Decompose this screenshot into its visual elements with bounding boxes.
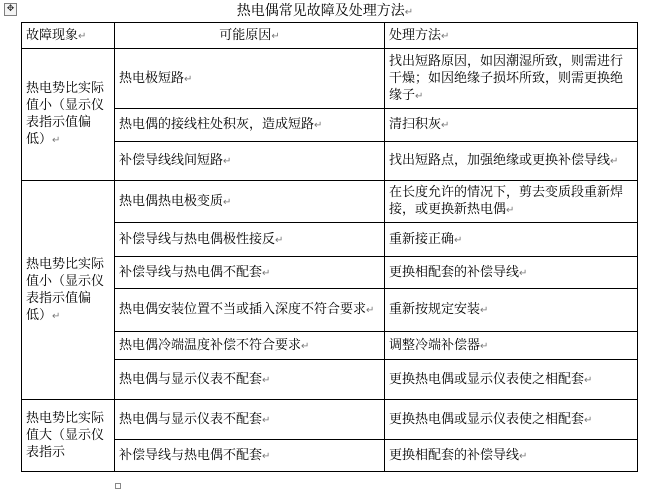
table-row (22, 360, 638, 400)
method-cell: 调整冷端补偿器↵ (385, 332, 638, 360)
phenomenon-cell: 热电势比实际值小（显示仪表指示值偏低）↵ (22, 181, 115, 400)
cause-cell: 热电极短路↵ (115, 49, 385, 109)
table-row (22, 400, 638, 440)
phenomenon-cell: 热电势比实际值小（显示仪表指示值偏低）↵ (22, 49, 115, 181)
table-row (22, 109, 638, 142)
table-row (22, 223, 638, 257)
method-cell: 在长度允许的情况下，剪去变质段重新焊接，或更换新热电偶↵ (385, 181, 638, 223)
table-move-handle-icon[interactable]: ✥ (4, 3, 17, 16)
table-row (22, 181, 638, 223)
header-cause: 可能原因↵ (115, 23, 385, 49)
document-title (0, 2, 650, 22)
fault-table (21, 22, 638, 472)
cause-cell: 补偿导线与热电偶不配套↵ (115, 257, 385, 289)
table-row (22, 332, 638, 360)
cause-cell: 热电偶与显示仪表不配套↵ (115, 400, 385, 440)
phenomenon-cell: 热电势比实际值大（显示仪表指示 (22, 400, 115, 472)
cause-cell: 补偿导线线间短路↵ (115, 142, 385, 181)
table-row (22, 49, 638, 109)
header-phenomenon: 故障现象↵ (22, 23, 115, 49)
table-row (22, 257, 638, 289)
table-resize-handle-icon[interactable] (115, 483, 121, 489)
cause-cell: 热电偶冷端温度补偿不符合要求↵ (115, 332, 385, 360)
cause-cell: 热电偶安装位置不当或插入深度不符合要求↵ (115, 289, 385, 332)
method-cell: 更换热电偶或显示仪表使之相配套↵ (385, 360, 638, 400)
paragraph-mark: ↵ (404, 7, 414, 18)
method-cell: 重新接正确↵ (385, 223, 638, 257)
header-row (22, 23, 638, 49)
title-text: 热电偶常见故障及处理方法 (236, 3, 405, 19)
cause-cell: 热电偶的接线柱处积灰，造成短路↵ (115, 109, 385, 142)
table-row (22, 142, 638, 181)
method-cell: 重新按规定安装↵ (385, 289, 638, 332)
method-cell: 更换相配套的补偿导线↵ (385, 440, 638, 472)
method-cell: 找出短路原因，如因潮湿所致，则需进行干燥；如因绝缘子损坏所致，则需更换绝缘子↵ (385, 49, 638, 109)
cause-cell: 热电偶与显示仪表不配套↵ (115, 360, 385, 400)
method-cell: 清扫积灰↵ (385, 109, 638, 142)
method-cell: 找出短路点，加强绝缘或更换补偿导线↵ (385, 142, 638, 181)
cause-cell: 热电偶热电极变质↵ (115, 181, 385, 223)
cause-cell: 补偿导线与热电偶极性接反↵ (115, 223, 385, 257)
cause-cell: 补偿导线与热电偶不配套↵ (115, 440, 385, 472)
table-row (22, 440, 638, 472)
method-cell: 更换热电偶或显示仪表使之相配套↵ (385, 400, 638, 440)
method-cell: 更换相配套的补偿导线↵ (385, 257, 638, 289)
table-row (22, 289, 638, 332)
header-method: 处理方法↵ (385, 23, 638, 49)
